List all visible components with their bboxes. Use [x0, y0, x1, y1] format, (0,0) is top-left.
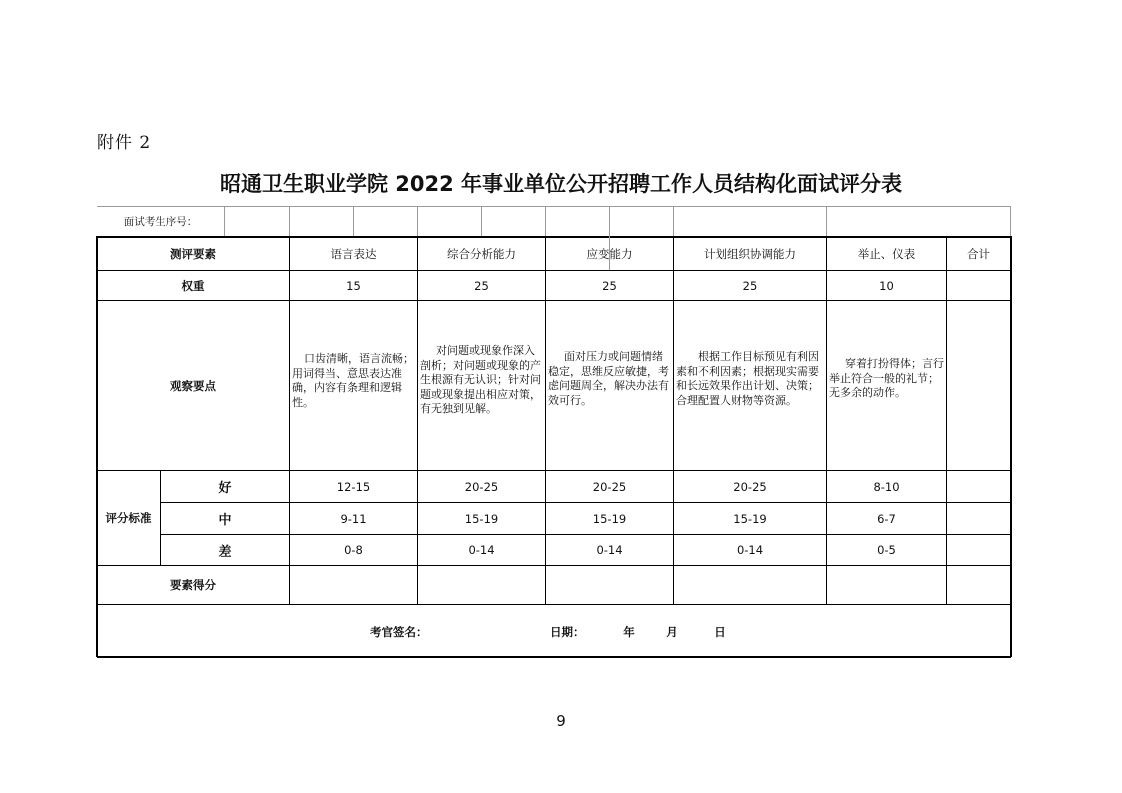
weight-value: 25	[474, 278, 489, 293]
level-medium: 中	[218, 513, 232, 528]
score-input-adaptability[interactable]	[546, 566, 673, 604]
header-language: 语言表达	[330, 246, 377, 261]
header-total: 合计	[967, 246, 990, 261]
date-day: 日	[714, 625, 726, 639]
page-title: 昭通卫生职业学院 2022 年事业单位公开招聘工作人员结构化面试评分表	[219, 172, 903, 196]
standard-label: 评分标准	[105, 511, 152, 525]
score-input-analysis[interactable]	[418, 566, 545, 604]
score-input-planning[interactable]	[674, 566, 826, 604]
date-year: 年	[623, 625, 635, 639]
range-cell: 0-8	[344, 543, 363, 557]
range-cell: 20-25	[592, 479, 627, 494]
level-good: 好	[218, 481, 232, 496]
attachment-label: 附件 2	[97, 133, 152, 153]
weight-label: 权重	[181, 278, 205, 293]
weight-value: 25	[742, 278, 758, 293]
header-factor: 测评要素	[170, 246, 216, 261]
header-analysis: 综合分析能力	[447, 246, 516, 261]
header-adaptability: 应变能力	[586, 246, 633, 261]
weight-value: 15	[346, 278, 361, 293]
score-input-language[interactable]	[290, 566, 417, 604]
page-number: 9	[556, 712, 566, 730]
range-cell: 6-7	[877, 511, 896, 526]
range-cell: 8-10	[873, 479, 900, 494]
score-label: 要素得分	[170, 578, 216, 592]
range-cell: 15-19	[464, 511, 499, 526]
range-cell: 20-25	[464, 479, 499, 494]
score-input-demeanor[interactable]	[827, 566, 946, 604]
level-poor: 差	[218, 544, 232, 560]
candidate-number-field[interactable]	[225, 207, 1010, 236]
observation-label: 观察要点	[170, 378, 216, 393]
observation-language: 口齿清晰，语言流畅；用词得当、意思表达准确，内容有条理和逻辑性。	[292, 352, 414, 409]
header-planning: 计划组织协调能力	[704, 246, 796, 261]
range-cell: 12-15	[336, 479, 371, 494]
range-cell: 15-19	[592, 511, 627, 526]
weight-value: 25	[602, 278, 617, 293]
range-cell: 0-5	[877, 543, 896, 557]
examiner-signature-label: 考官签名：	[370, 625, 428, 639]
date-label: 日期：	[550, 625, 585, 639]
header-demeanor: 举止、仪表	[857, 246, 916, 261]
range-cell: 0-14	[468, 543, 495, 557]
date-month: 月	[666, 625, 678, 639]
candidate-number-label: 面试考生序号：	[123, 216, 198, 228]
observation-demeanor: 穿着打扮得体；言行举止符合一般的礼节；无多余的动作。	[829, 357, 944, 399]
observation-adaptability: 面对压力或问题情绪稳定，思维反应敏捷，考虑问题周全，解决办法有效可行。	[548, 350, 669, 407]
range-cell: 9-11	[340, 511, 367, 526]
observation-planning: 根据工作目标预见有利因素和不利因素；根据现实需要和长远效果作出计划、决策；合理配置人财物等资源。	[676, 350, 819, 407]
range-cell: 20-25	[733, 479, 767, 494]
range-cell: 0-14	[736, 543, 764, 557]
weight-value: 10	[879, 278, 894, 293]
range-cell: 15-19	[733, 511, 767, 526]
observation-analysis: 对问题或现象作深入剖析；对问题或现象的产生根源有无认识；针对问题或现象提出相应对策，有无独到见解。	[420, 344, 541, 415]
score-input-total[interactable]	[947, 566, 1010, 604]
range-cell: 0-14	[596, 543, 623, 557]
